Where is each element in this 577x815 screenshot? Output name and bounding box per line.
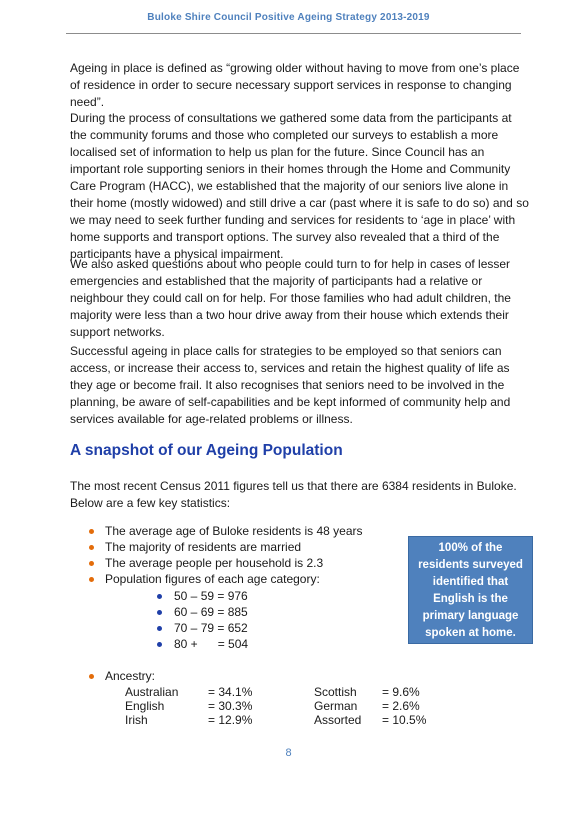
ancestry-name: Irish	[125, 713, 148, 727]
paragraph-text: Successful ageing in place calls for strategies to be employed so that seniors can access, or increase their access to, services and retain the highest quality of life as they age or become frail. It also recognises that seniors need to be involved in the planning, be aware of self-capabilities and be kept informed of community help and services available for age-related problems or illness.	[70, 344, 511, 426]
section-intro	[70, 478, 530, 512]
ancestry-value: = 10.5%	[382, 713, 427, 727]
callout-text: 100% of the residents surveyed identified that English is the primary language spoken at home.	[418, 542, 523, 639]
list-item: The average people per household is 2.3	[88, 555, 408, 571]
ancestry-value: = 2.6%	[382, 699, 420, 713]
paragraph-text: During the process of consultations we gathered some data from the participants at the community forums and those who completed our surveys to establish a more localised set of information to help us plan for the future. Since Council has an important role supporting seniors in their homes through the Home and Community Care Program (HACC), we established that the majority of our seniors live alone in their home (mostly widowed) and still drive a car (past where it is safe to do so) and so we may need to seek further funding and services for residents to ‘age in place’ with home supports and transport options. The survey also revealed that a third of the participants have a physical impairment.	[70, 111, 529, 261]
ancestry-name: German	[314, 699, 358, 713]
callout-box	[408, 536, 533, 644]
page-header: Buloke Shire Council Positive Ageing Strategy 2013-2019	[147, 12, 430, 23]
age-category-list	[157, 588, 248, 652]
paragraph-text: Ageing in place is defined as “growing older without having to move from one’s place of residence in order to secure necessary support services in response to changing need”.	[70, 61, 520, 109]
ancestry-value: = 12.9%	[208, 713, 253, 727]
ancestry-name: Assorted	[314, 713, 362, 727]
paragraph-definition	[70, 60, 530, 111]
ancestry-value: = 34.1%	[208, 685, 253, 699]
ancestry-name: Australian	[125, 685, 179, 699]
ancestry-name: Scottish	[314, 685, 357, 699]
list-item: 50 – 59 = 976	[157, 588, 248, 604]
list-item: 70 – 79 = 652	[157, 620, 248, 636]
ancestry-value: = 9.6%	[382, 685, 420, 699]
statistics-list	[88, 523, 408, 587]
list-item: The average age of Buloke residents is 48 years	[88, 523, 408, 539]
paragraph-text: The most recent Census 2011 figures tell us that there are 6384 residents in Buloke. Below are a few key statistics:	[70, 479, 517, 510]
ancestry-name: English	[125, 699, 165, 713]
section-heading: A snapshot of our Ageing Population	[70, 442, 343, 459]
list-item: 60 – 69 = 885	[157, 604, 248, 620]
header-rule	[66, 33, 521, 34]
page-number: 8	[285, 747, 292, 759]
paragraph-successful-ageing	[70, 343, 530, 428]
list-item: Population figures of each age category:	[88, 571, 408, 587]
paragraph-emergencies	[70, 256, 530, 341]
list-item: The majority of residents are married	[88, 539, 408, 555]
paragraph-text: We also asked questions about who people could turn to for help in cases of lesser emergencies and established that the majority of participants had a relative or neighbour they could call on for help. For those families who had adult children, the majority were less than a two hour drive away from their house which extends their support networks.	[70, 257, 511, 339]
list-item: 80 + = 504	[157, 636, 248, 652]
ancestry-value: = 30.3%	[208, 699, 253, 713]
ancestry-label: Ancestry:	[88, 668, 155, 684]
paragraph-consultations	[70, 110, 530, 263]
